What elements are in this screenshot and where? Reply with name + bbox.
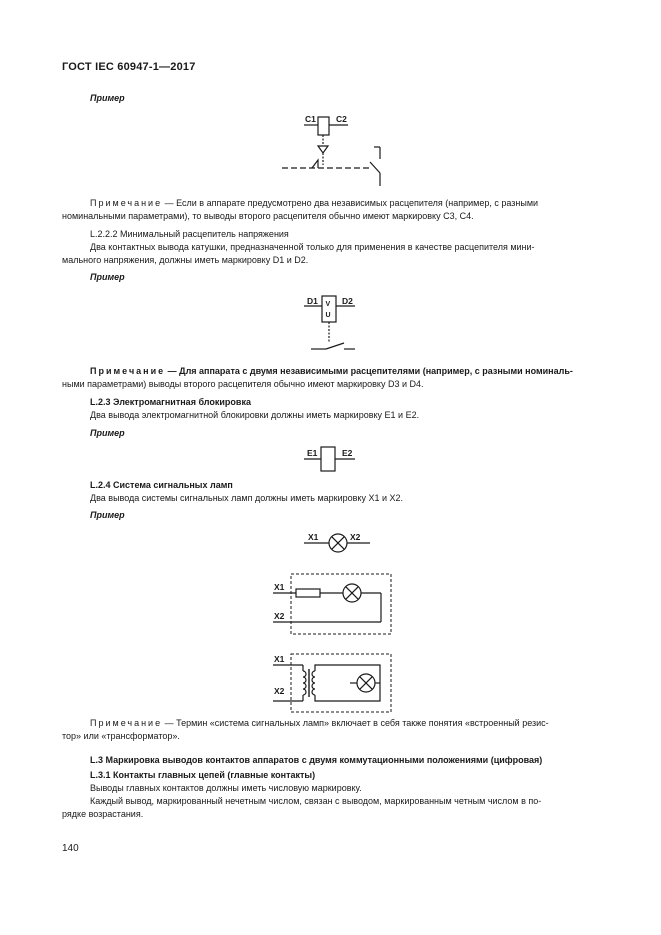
document-header: ГОСТ IEC 60947-1—2017: [62, 61, 196, 73]
example-label: Пример: [90, 428, 125, 438]
section-l31-heading: L.3.1 Контакты главных цепей (главные контакты): [90, 770, 316, 780]
d-coil-rect: [322, 296, 336, 322]
e-coil-rect: [321, 447, 335, 471]
x2-label: X2: [350, 532, 361, 542]
section-l23-heading: L.2.3 Электромагнитная блокировка: [90, 397, 251, 407]
note-3-text: — Термин «система сигнальных ламп» включает в себя также понятия «встроенный резис-: [164, 718, 549, 728]
section-l31-line-2: Каждый вывод, маркированный нечетным числом, связан с выводом, маркированным четным числом в по-: [90, 796, 542, 806]
section-l24-line-1: Два вывода системы сигнальных ламп должны иметь маркировку Х1 и Х2.: [90, 493, 404, 503]
note-2-line-2: ными параметрами) выводы второго расцепителя обычно имеют маркировку D3 и D4.: [62, 379, 424, 389]
x1-label: X1: [274, 582, 285, 592]
section-l31-line-3: рядке возрастания.: [62, 809, 144, 819]
note-3-line-2: тор» или «трансформатор».: [62, 731, 180, 741]
c-coil-rect: [318, 117, 329, 135]
note-2-text: — Для аппарата с двумя независимыми расцепителями (например, с разными номиналь-: [167, 366, 573, 376]
x2-label: X2: [274, 686, 285, 696]
resistor-lamp-box: [291, 574, 391, 634]
c2-label: C2: [336, 114, 347, 124]
transformer-lamp-box: [291, 654, 391, 712]
page-number: 140: [62, 843, 79, 854]
coil-u-label: U: [325, 312, 331, 319]
note-2-line-1: [90, 365, 600, 378]
note-label: Примечание: [90, 366, 166, 376]
coil-v-label: V: [325, 301, 331, 308]
c1-label: C1: [305, 114, 316, 124]
example-label: Пример: [90, 510, 125, 520]
d2-label: D2: [342, 296, 353, 306]
section-l222-heading: L.2.2.2 Минимальный расцепитель напряжения: [90, 229, 289, 239]
e1-label: E1: [307, 448, 318, 458]
note-1-line-1: [90, 197, 600, 210]
resistor-symbol: [296, 589, 320, 597]
x1-label: X1: [308, 532, 319, 542]
section-l23-line-1: Два вывода электромагнитной блокировки должны иметь маркировку Е1 и Е2.: [90, 410, 420, 420]
release-triangle: [318, 146, 328, 153]
section-l24-heading: L.2.4 Система сигнальных ламп: [90, 480, 233, 490]
section-l31-line-1: Выводы главных контактов должны иметь числовую маркировку.: [90, 783, 362, 793]
x2-label: X2: [274, 611, 285, 621]
note-label: Примечание: [90, 198, 163, 208]
d1-label: D1: [307, 296, 318, 306]
example-label: Пример: [90, 93, 125, 103]
transformer-secondary: [312, 671, 315, 695]
e2-label: E2: [342, 448, 353, 458]
note-3-line-1: [90, 717, 600, 730]
note-label: Примечание: [90, 718, 163, 728]
lamp-symbol: [329, 534, 347, 552]
section-l222-line-1: Два контактных вывода катушки, предназначенной только для применения в качестве расцепителя мини-: [90, 242, 535, 252]
note-1-line-2: номинальными параметрами), то выводы второго расцепителя обычно имеют маркировку С3, С4.: [62, 211, 474, 221]
section-l3-heading: L.3 Маркировка выводов контактов аппаратов с двумя коммутационными положениями (цифровая): [90, 755, 543, 765]
contact-blade: [370, 162, 380, 173]
x1-label: X1: [274, 654, 285, 664]
section-l222-line-2: мального напряжения, должны иметь маркировку D1 и D2.: [62, 255, 309, 265]
example-label: Пример: [90, 272, 125, 282]
transformer-primary: [303, 671, 306, 695]
d-contact-blade: [326, 343, 344, 349]
note-1-text: — Если в аппарате предусмотрено два независимых расцепителя (например, с разными: [164, 198, 539, 208]
